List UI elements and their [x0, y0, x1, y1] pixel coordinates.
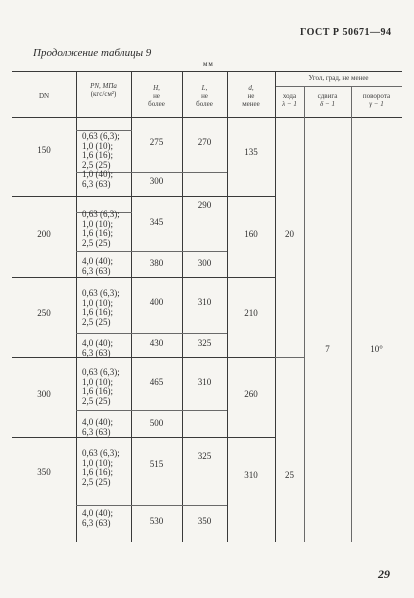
l-cell: 310 — [197, 377, 212, 387]
pn-cell: 0,63 (6,3); 1,0 (10); 1,6 (16); 2,5 (25) — [82, 209, 120, 248]
h-cell: 380 — [149, 258, 164, 268]
beta-value: 7 — [325, 344, 330, 354]
d-cell: 260 — [244, 389, 258, 399]
col-header-beta: сдвига δ − 1 — [317, 92, 338, 108]
l-cell: 300 — [197, 258, 212, 268]
gamma-value: 10° — [370, 344, 383, 354]
pn-cell: 1,0 (40); 6,3 (63) — [82, 169, 113, 189]
dn-cell: 150 — [37, 145, 51, 155]
col-header-pn: PN, МПа (кгс/см²) — [90, 82, 117, 98]
dn-cell: 200 — [37, 229, 51, 239]
pn-cell: 0,63 (6,3); 1,0 (10); 1,6 (16); 2,5 (25) — [82, 367, 120, 406]
pn-cell: 4,0 (40); 6,3 (63) — [82, 338, 113, 358]
dn-cell: 300 — [37, 389, 51, 399]
col-header-l: L, не более — [196, 84, 213, 108]
standard-designation: ГОСТ Р 50671—94 — [300, 27, 392, 38]
alpha-value-top: 20 — [285, 229, 294, 239]
l-cell: 350 — [197, 516, 212, 526]
d-cell: 210 — [244, 308, 258, 318]
col-header-h: H, не более — [148, 84, 165, 108]
pn-cell: 0,63 (6,3); 1,0 (10); 1,6 (16); 2,5 (25) — [82, 448, 120, 487]
h-cell: 275 — [149, 137, 164, 147]
h-cell: 515 — [149, 459, 164, 469]
h-cell: 400 — [149, 297, 164, 307]
l-cell: 310 — [197, 297, 212, 307]
pn-cell: 4,0 (40); 6,3 (63) — [82, 508, 113, 528]
l-cell: 325 — [197, 451, 212, 461]
pn-cell: 0,63 (6,3); 1,0 (10); 1,6 (16); 2,5 (25) — [82, 288, 120, 327]
col-header-d: d, не менее — [242, 84, 260, 108]
table-continuation-caption: Продолжение таблицы 9 — [33, 47, 152, 59]
pn-cell: 0,63 (6,3); 1,0 (10); 1,6 (16); 2,5 (25) — [82, 131, 120, 170]
d-cell: 135 — [244, 147, 258, 157]
h-cell: 465 — [149, 377, 164, 387]
col-header-dn: DN — [38, 92, 50, 100]
d-cell: 310 — [244, 470, 258, 480]
h-cell: 530 — [149, 516, 164, 526]
col-header-alpha: хода λ − 1 — [282, 92, 297, 108]
alpha-value-bottom: 25 — [285, 470, 294, 480]
unit-label: мм — [203, 60, 214, 68]
col-header-gamma: поворота γ − 1 — [362, 92, 391, 108]
h-cell: 345 — [149, 217, 164, 227]
h-cell: 300 — [149, 176, 164, 186]
h-cell: 430 — [149, 338, 164, 348]
pn-cell: 4,0 (40); 6,3 (63) — [82, 417, 113, 437]
l-cell: 270 — [197, 137, 212, 147]
col-header-angle-group: Угол, град, не менее — [308, 74, 369, 82]
h-cell: 500 — [149, 418, 164, 428]
l-cell: 325 — [197, 338, 212, 348]
page-number: 29 — [378, 567, 390, 581]
dn-cell: 350 — [37, 467, 51, 477]
pn-cell: 4,0 (40); 6,3 (63) — [82, 256, 113, 276]
dn-cell: 250 — [37, 308, 51, 318]
l-cell: 290 — [197, 200, 212, 210]
d-cell: 160 — [244, 229, 258, 239]
